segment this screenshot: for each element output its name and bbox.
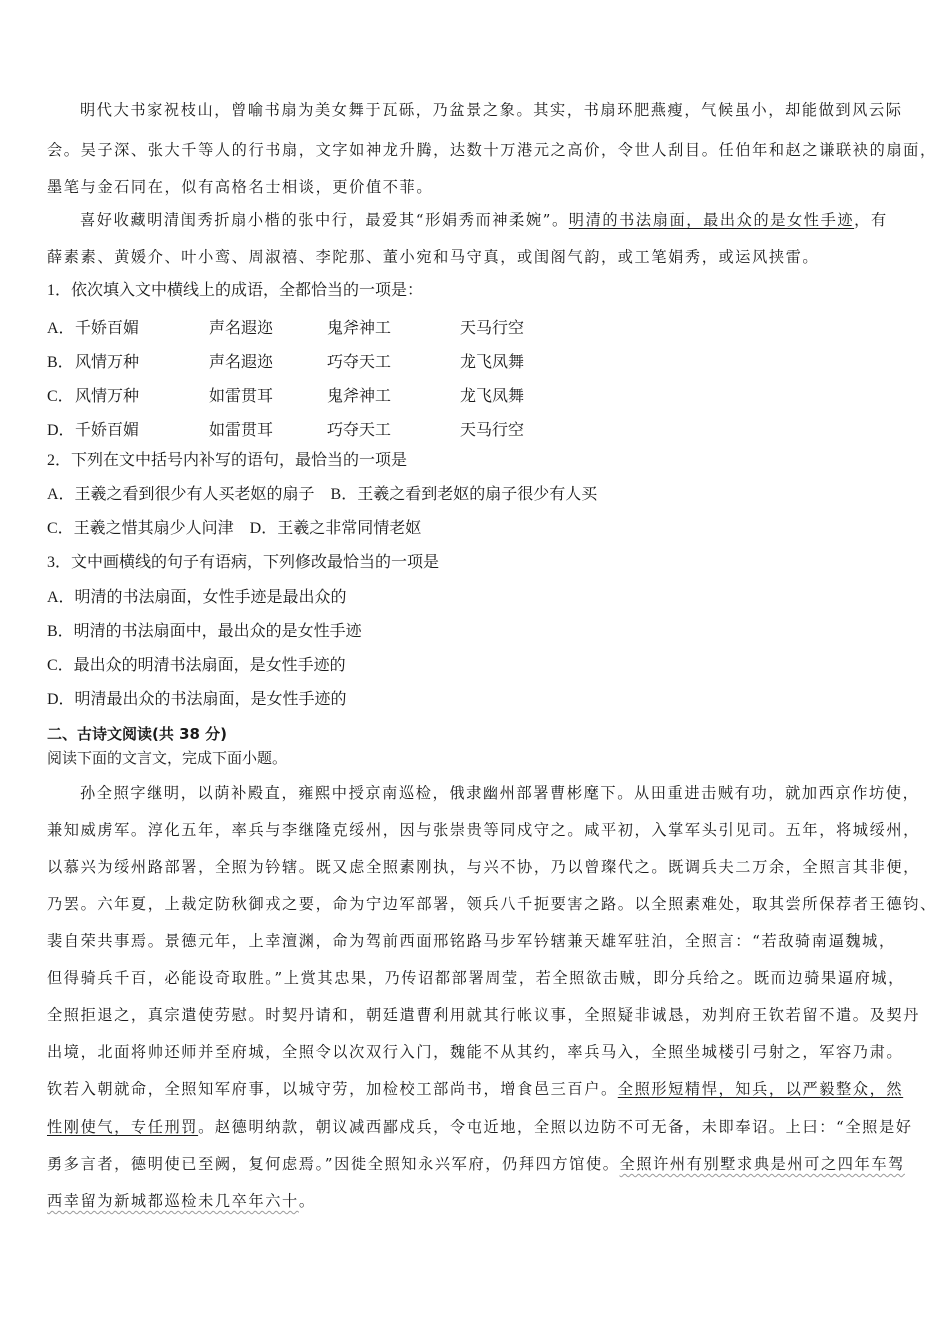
wavy-underlined-sentence: 西幸留为新城都巡检未几卒年六十	[47, 1192, 299, 1210]
option-idiom: 风情万种	[75, 388, 140, 405]
classical-line-11	[47, 1154, 905, 1174]
option-label: B．	[47, 354, 74, 371]
option-idiom: 千娇百媚	[75, 422, 140, 439]
option-idiom: 天马行空	[460, 422, 525, 439]
option-idiom: 鬼斧神工	[327, 388, 392, 405]
passage-p2-line2: 薛素素、黄媛介、叶小鸾、周淑禧、李陀那、董小宛和马守真，或闺阁气韵，或工笔娟秀，或运风挟雷。	[47, 248, 820, 266]
option-idiom: 风情万种	[75, 354, 140, 371]
passage-p2-line1	[80, 210, 888, 230]
option-idiom: 龙飞凤舞	[460, 388, 525, 405]
question-3-stem: 3．文中画横线的句子有语病，下列修改最恰当的一项是	[47, 554, 440, 571]
option-label: A．	[47, 320, 75, 337]
question-1-stem: 1．依次填入文中横线上的成语，全都恰当的一项是：	[47, 282, 424, 299]
passage-p1-line3: 墨笔与金石同在，似有高格名士相谈，更价值不菲。	[47, 178, 434, 196]
option-idiom: 声名遐迩	[209, 320, 274, 337]
passage-p2-text-tail: ，有	[854, 211, 888, 229]
option-idiom: 千娇百媚	[75, 320, 140, 337]
option-idiom: 天马行空	[460, 320, 525, 337]
classical-text: 钦若入朝就命，全照知军府事，以城守劳，加检校工部尚书，增食邑三百户。	[47, 1080, 618, 1098]
classical-line-10	[47, 1117, 913, 1137]
question-3-option-a: A．明清的书法扇面，女性手迹是最出众的	[47, 589, 347, 606]
section-heading: 二、古诗文阅读(共 38 分)	[47, 725, 228, 743]
underlined-sentence: 性刚使气，专任刑罚	[47, 1118, 199, 1136]
classical-line-1: 孙全照字继明，以荫补殿直，雍熙中授京南巡检，俄隶幽州部署曹彬麾下。从田重进击贼有功，就加西京作坊使，	[80, 784, 920, 802]
classical-line-6: 但得骑兵千百，必能设奇取胜。”上赏其忠果，乃传诏都部署周莹，若全照欲击贼，即分兵给之。既而边骑果逼府城，	[47, 969, 905, 987]
classical-line-9	[47, 1079, 903, 1099]
question-3-option-c: C．最出众的明清书法扇面，是女性手迹的	[47, 657, 346, 674]
classical-line-7: 全照拒退之，真宗遣使劳慰。时契丹请和，朝廷遣曹利用就其行帐议事，全照疑非诚恳，劝判府王钦若留不遣。及契丹	[47, 1006, 920, 1024]
option-idiom: 声名遐迩	[209, 354, 274, 371]
classical-line-2: 兼知威虏军。淳化五年，率兵与李继隆克绥州，因与张崇贵等同戍守之。咸平初，入掌军头引见司。五年，将城绥州，	[47, 821, 920, 839]
option-idiom: 龙飞凤舞	[460, 354, 525, 371]
classical-line-4: 乃罢。六年夏，上裁定防秋御戎之要，命为宁边军部署，领兵八千扼要害之路。以全照素难处，取其尝所保荐者王德钧、	[47, 895, 937, 913]
passage-p2-text: 喜好收藏明清闺秀折扇小楷的张中行，最爱其“形娟秀而神柔婉”。	[80, 211, 569, 229]
option-idiom: 鬼斧神工	[327, 320, 392, 337]
wavy-underlined-sentence: 全照许州有别墅求典是州可之四年车驾	[619, 1155, 905, 1173]
question-2-options-cd: C．王羲之惜其扇少人问津 D．王羲之非常同情老妪	[47, 520, 422, 537]
classical-line-5: 裴自荣共事焉。景德元年，上幸澶渊，命为驾前西面邢铭路马步军钤辖兼天雄军驻泊，全照言：“若敌骑南逼魏城，	[47, 932, 896, 950]
option-label: C．	[47, 388, 74, 405]
question-3-option-d: D．明清最出众的书法扇面，是女性手迹的	[47, 691, 347, 708]
section-instruction: 阅读下面的文言文，完成下面小题。	[47, 751, 288, 767]
option-idiom: 如雷贯耳	[209, 388, 274, 405]
classical-line-3: 以慕兴为绥州路部署，全照为钤辖。既又虑全照素刚执，与兴不协，乃以曾璨代之。既调兵夫二万余，全照言其非便，	[47, 858, 920, 876]
classical-text: 勇多言者，德明使已至阙，复何虑焉。”因徙全照知永兴军府，仍拜四方馆使。	[47, 1155, 620, 1173]
classical-line-12	[47, 1191, 316, 1211]
passage-p1-line1: 明代大书家祝枝山，曾喻书扇为美女舞于瓦砾，乃盆景之象。其实，书扇环肥燕瘦，气候虽小，却能做到风云际	[80, 101, 903, 119]
option-idiom: 巧夺天工	[327, 422, 392, 439]
question-2-stem: 2．下列在文中括号内补写的语句，最恰当的一项是	[47, 452, 408, 469]
classical-line-8: 出境，北面将帅还师并至府城，全照令以次双行入门，魏能不从其约，率兵马入，全照坐城楼引弓射之，军容乃肃。	[47, 1043, 904, 1061]
option-idiom: 如雷贯耳	[209, 422, 274, 439]
question-2-options-ab: A．王羲之看到很少有人买老妪的扇子 B．王羲之看到老妪的扇子很少有人买	[47, 486, 598, 503]
underlined-sentence: 全照形短精悍，知兵，以严毅整众，然	[617, 1080, 904, 1098]
classical-text: 。	[298, 1192, 316, 1210]
question-3-option-b: B．明清的书法扇面中，最出众的是女性手迹	[47, 623, 362, 640]
option-idiom: 巧夺天工	[327, 354, 392, 371]
passage-p1-line2: 会。吴子深、张大千等人的行书扇，文字如神龙升腾，达数十万港元之高价，令世人刮目。任伯年和赵之谦联袂的扇面，	[47, 141, 937, 159]
underlined-sentence: 明清的书法扇面，最出众的是女性手迹	[568, 211, 855, 229]
option-label: D．	[47, 422, 75, 439]
classical-text: 。赵德明纳款，朝议减西鄙戍兵，令屯近地，全照以边防不可无备，未即奉诏。上曰：“全照是好	[198, 1118, 913, 1136]
